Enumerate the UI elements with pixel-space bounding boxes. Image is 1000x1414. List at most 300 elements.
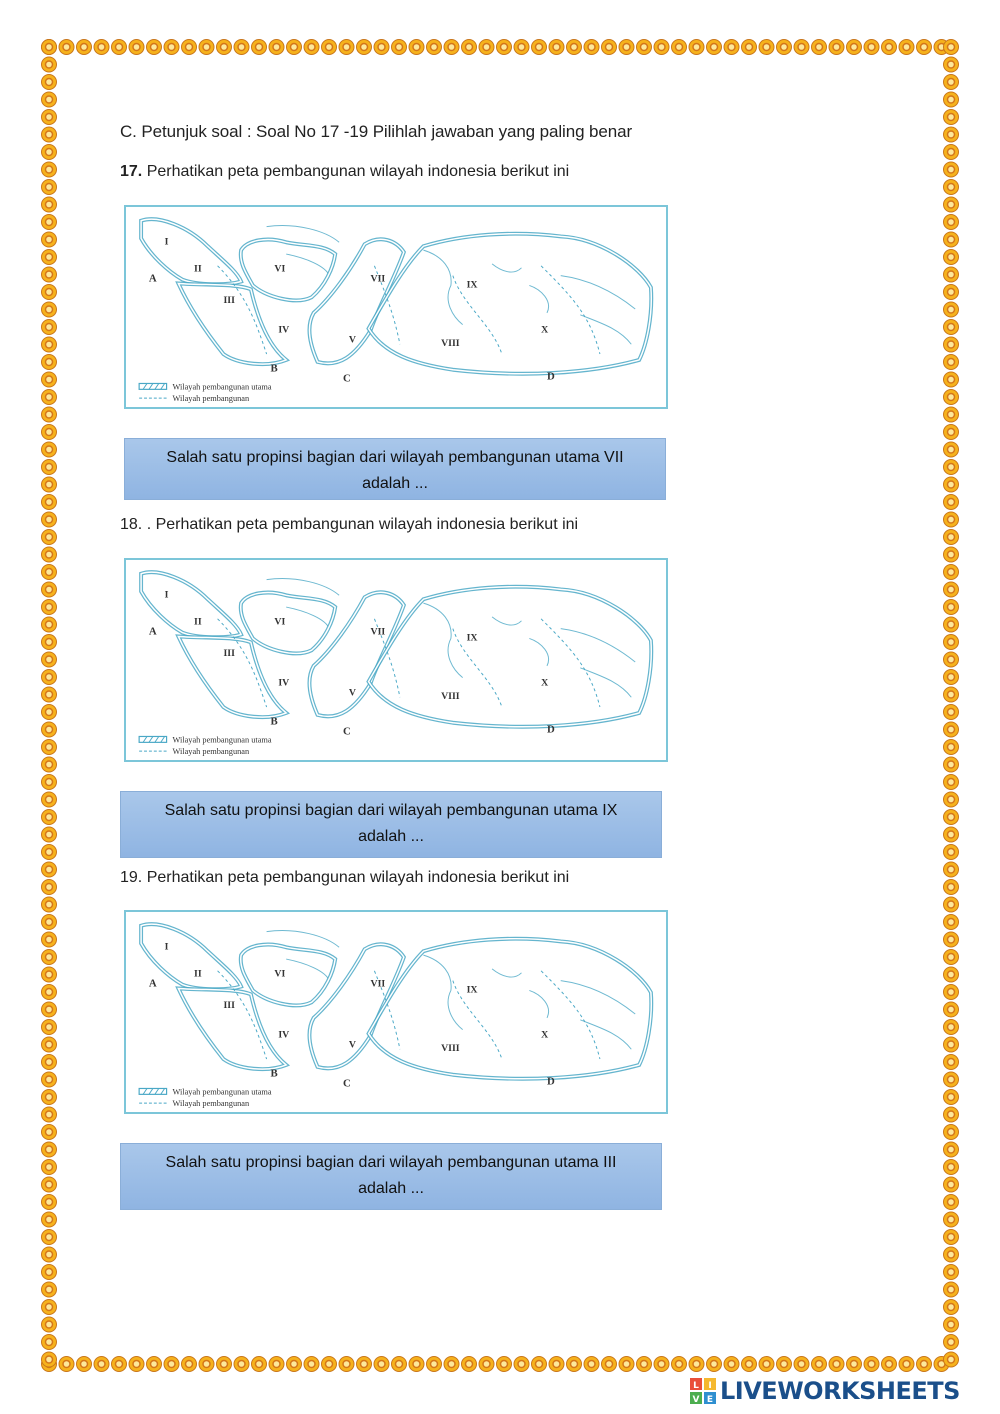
flower-icon (944, 565, 959, 580)
flower-icon (42, 460, 57, 475)
flower-icon (567, 1357, 582, 1372)
liveworksheets-logo (690, 1376, 960, 1406)
flower-icon (42, 810, 57, 825)
flower-icon (42, 407, 57, 422)
flower-icon (42, 285, 57, 300)
flower-icon (42, 127, 57, 142)
flower-icon (847, 40, 862, 55)
flower-icon (164, 1357, 179, 1372)
flower-border-bottom (40, 1355, 960, 1373)
flower-icon (42, 845, 57, 860)
map-image-18 (124, 558, 668, 762)
region-outline (369, 234, 652, 374)
flower-icon (794, 40, 809, 55)
flower-border-left (40, 38, 58, 1373)
legend-main-label: Wilayah pembangunan utama (172, 735, 272, 745)
flower-icon (944, 547, 959, 562)
flower-icon (689, 1357, 704, 1372)
prompt-line-1: Salah satu propinsi bagian dari wilayah pembangunan utama IX (164, 802, 618, 819)
flower-icon (829, 40, 844, 55)
flower-icon (944, 1072, 959, 1087)
flower-icon (462, 40, 477, 55)
zone-label: C (343, 1077, 351, 1090)
flower-border-right (942, 38, 960, 1373)
flower-icon (944, 915, 959, 930)
question-18 (120, 516, 578, 534)
flower-icon (392, 1357, 407, 1372)
flower-icon (199, 40, 214, 55)
flower-icon (42, 950, 57, 965)
flower-icon (42, 92, 57, 107)
svg-text:V: V (692, 1395, 700, 1404)
flower-icon (944, 1125, 959, 1140)
region-label: I (164, 941, 169, 953)
svg-text:I: I (708, 1381, 712, 1391)
flower-icon (944, 285, 959, 300)
flower-icon (917, 1357, 932, 1372)
flower-icon (944, 862, 959, 877)
flower-icon (829, 1357, 844, 1372)
svg-text:L: L (693, 1381, 699, 1391)
region-label: V (348, 1039, 357, 1051)
flower-icon (944, 967, 959, 982)
flower-icon (944, 827, 959, 842)
flower-icon (944, 495, 959, 510)
flower-icon (42, 1125, 57, 1140)
flower-icon (944, 267, 959, 282)
region-outline (369, 587, 652, 727)
flower-icon (944, 477, 959, 492)
flower-icon (462, 1357, 477, 1372)
region-label: X (541, 1029, 549, 1041)
flower-icon (287, 40, 302, 55)
flower-icon (234, 40, 249, 55)
flower-icon (759, 1357, 774, 1372)
flower-icon (42, 757, 57, 772)
flower-icon (944, 512, 959, 527)
flower-icon (112, 40, 127, 55)
flower-icon (944, 355, 959, 370)
flower-icon (637, 1357, 652, 1372)
flower-icon (444, 1357, 459, 1372)
map-image-19 (124, 910, 668, 1114)
flower-icon (42, 1300, 57, 1315)
flower-icon (42, 582, 57, 597)
flower-icon (944, 1177, 959, 1192)
region-label: IV (278, 1029, 290, 1041)
prompt-line-2: adalah ... (362, 475, 428, 492)
flower-icon (812, 40, 827, 55)
coastline-shape (492, 969, 548, 1018)
flower-icon (944, 1352, 959, 1367)
flower-icon (42, 740, 57, 755)
region-label: X (541, 324, 549, 336)
coastline-shape (492, 617, 548, 666)
flower-icon (77, 1357, 92, 1372)
flower-icon (944, 215, 959, 230)
region-label: IV (278, 677, 290, 689)
flower-icon (619, 40, 634, 55)
region-label: II (194, 616, 202, 628)
region-outline (241, 593, 335, 654)
region-label: X (541, 677, 549, 689)
flower-icon (42, 1317, 57, 1332)
flower-icon (812, 1357, 827, 1372)
flower-icon (944, 1142, 959, 1157)
flower-icon (42, 862, 57, 877)
legend-sub-label: Wilayah pembangunan (172, 394, 250, 404)
flower-icon (322, 1357, 337, 1372)
flower-icon (479, 1357, 494, 1372)
instruction-text: C. Petunjuk soal : Soal No 17 -19 Pilihlah jawaban yang paling benar (120, 122, 633, 141)
flower-icon (742, 1357, 757, 1372)
flower-icon (42, 1177, 57, 1192)
zone-label: D (546, 723, 555, 736)
region-label: IX (466, 984, 478, 996)
flower-icon (42, 1265, 57, 1280)
flower-icon (42, 722, 57, 737)
coastline-shape (561, 629, 636, 698)
flower-icon (944, 635, 959, 650)
legend-sub-label: Wilayah pembangunan (172, 1099, 250, 1109)
question-text: Perhatikan peta pembangunan wilayah indonesia berikut ini (146, 163, 570, 180)
region-label: VI (274, 616, 286, 628)
flower-icon (944, 687, 959, 702)
flower-icon (944, 530, 959, 545)
region-label: VII (370, 978, 386, 990)
flower-icon (42, 1142, 57, 1157)
flower-icon (944, 897, 959, 912)
flower-icon (944, 372, 959, 387)
flower-icon (944, 407, 959, 422)
flower-icon (42, 57, 57, 72)
flower-icon (42, 162, 57, 177)
flower-icon (42, 40, 57, 55)
flower-icon (234, 1357, 249, 1372)
flower-icon (944, 932, 959, 947)
flower-icon (252, 40, 267, 55)
flower-icon (882, 1357, 897, 1372)
flower-icon (42, 197, 57, 212)
flower-icon (217, 1357, 232, 1372)
zone-label: A (148, 272, 157, 285)
flower-icon (944, 110, 959, 125)
question-number: 19. (120, 869, 143, 886)
flower-icon (182, 40, 197, 55)
coastline-shape (423, 250, 462, 325)
flower-icon (374, 1357, 389, 1372)
flower-icon (944, 232, 959, 247)
flower-icon (944, 845, 959, 860)
region-label: IV (278, 324, 290, 336)
flower-icon (42, 1230, 57, 1245)
flower-icon (42, 1352, 57, 1367)
flower-icon (707, 40, 722, 55)
question-number: 18. . (120, 516, 152, 533)
flower-icon (94, 1357, 109, 1372)
flower-icon (42, 932, 57, 947)
flower-icon (269, 40, 284, 55)
zone-label: A (148, 977, 157, 990)
flower-icon (287, 1357, 302, 1372)
flower-icon (42, 1212, 57, 1227)
coastline-shape (423, 603, 462, 678)
flower-icon (944, 1107, 959, 1122)
flower-icon (42, 215, 57, 230)
region-outline (369, 939, 652, 1079)
coastline-shape (492, 264, 548, 313)
flower-icon (944, 670, 959, 685)
region-label: V (348, 687, 357, 699)
flower-icon (42, 1247, 57, 1262)
flower-icon (654, 1357, 669, 1372)
flower-icon (944, 705, 959, 720)
flower-icon (637, 40, 652, 55)
flower-icon (479, 40, 494, 55)
flower-icon (42, 792, 57, 807)
flower-icon (42, 1195, 57, 1210)
flower-icon (112, 1357, 127, 1372)
region-label: VII (370, 273, 386, 285)
flower-icon (944, 250, 959, 265)
flower-border-top (40, 38, 960, 56)
zone-label: B (270, 715, 278, 728)
flower-icon (42, 372, 57, 387)
flower-icon (602, 40, 617, 55)
flower-icon (339, 1357, 354, 1372)
flower-icon (94, 40, 109, 55)
flower-icon (42, 670, 57, 685)
flower-icon (944, 1282, 959, 1297)
region-label: VIII (441, 1043, 460, 1055)
region-outline (241, 240, 335, 301)
flower-icon (42, 320, 57, 335)
flower-icon (42, 1090, 57, 1105)
map-image-17 (124, 205, 668, 409)
flower-icon (42, 145, 57, 160)
question-number: 17. (120, 163, 143, 180)
flower-icon (42, 775, 57, 790)
flower-icon (42, 1020, 57, 1035)
flower-icon (42, 355, 57, 370)
flower-icon (944, 127, 959, 142)
flower-icon (409, 40, 424, 55)
flower-icon (944, 1160, 959, 1175)
flower-icon (944, 302, 959, 317)
flower-icon (944, 1335, 959, 1350)
dashed-boundary (218, 263, 600, 354)
region-label: IX (466, 632, 478, 644)
flower-icon (944, 985, 959, 1000)
flower-icon (899, 1357, 914, 1372)
flower-icon (777, 1357, 792, 1372)
flower-icon (497, 1357, 512, 1372)
flower-icon (944, 1212, 959, 1227)
flower-icon (944, 180, 959, 195)
flower-icon (427, 40, 442, 55)
flower-icon (917, 40, 932, 55)
zone-label: B (270, 362, 278, 375)
flower-icon (944, 337, 959, 352)
flower-icon (42, 547, 57, 562)
region-label: I (164, 589, 169, 601)
prompt-line-1: Salah satu propinsi bagian dari wilayah pembangunan utama III (165, 1154, 617, 1171)
flower-icon (864, 40, 879, 55)
zone-label: D (546, 370, 555, 383)
legend-main-label: Wilayah pembangunan utama (172, 382, 272, 392)
flower-icon (619, 1357, 634, 1372)
flower-icon (217, 40, 232, 55)
flower-icon (42, 1037, 57, 1052)
flower-icon (944, 1317, 959, 1332)
flower-icon (944, 75, 959, 90)
region-label: VIII (441, 338, 460, 350)
flower-icon (42, 302, 57, 317)
question-text: Perhatikan peta pembangunan wilayah indonesia berikut ini (146, 869, 570, 886)
flower-icon (42, 652, 57, 667)
flower-icon (497, 40, 512, 55)
flower-icon (944, 1300, 959, 1315)
flower-icon (944, 652, 959, 667)
flower-icon (532, 40, 547, 55)
flower-icon (59, 40, 74, 55)
flower-icon (724, 1357, 739, 1372)
flower-icon (944, 40, 959, 55)
flower-icon (427, 1357, 442, 1372)
flower-icon (549, 40, 564, 55)
flower-icon (944, 617, 959, 632)
region-label: III (223, 1000, 235, 1012)
zone-label: C (343, 725, 351, 738)
flower-icon (42, 425, 57, 440)
coastline-shape (423, 955, 462, 1030)
dashed-boundary (218, 616, 600, 707)
flower-icon (147, 1357, 162, 1372)
flower-icon (199, 1357, 214, 1372)
prompt-line-2: adalah ... (358, 1180, 424, 1197)
logo-text: LIVEWORKSHEETS (720, 1377, 960, 1405)
flower-icon (357, 40, 372, 55)
flower-icon (944, 320, 959, 335)
flower-icon (42, 1107, 57, 1122)
flower-icon (742, 40, 757, 55)
zone-label: B (270, 1067, 278, 1080)
zone-label: D (546, 1075, 555, 1088)
flower-icon (129, 1357, 144, 1372)
flower-icon (164, 40, 179, 55)
flower-icon (944, 792, 959, 807)
flower-icon (944, 740, 959, 755)
flower-icon (689, 40, 704, 55)
flower-icon (357, 1357, 372, 1372)
logo-mark-icon (690, 1378, 716, 1404)
flower-icon (42, 110, 57, 125)
flower-icon (944, 880, 959, 895)
flower-icon (584, 40, 599, 55)
flower-icon (42, 617, 57, 632)
flower-icon (42, 600, 57, 615)
flower-icon (944, 775, 959, 790)
region-outline (241, 945, 335, 1006)
flower-icon (514, 40, 529, 55)
flower-icon (42, 687, 57, 702)
flower-icon (944, 197, 959, 212)
flower-icon (42, 985, 57, 1000)
flower-icon (944, 1195, 959, 1210)
flower-icon (944, 460, 959, 475)
flower-icon (672, 40, 687, 55)
flower-icon (42, 635, 57, 650)
flower-icon (532, 1357, 547, 1372)
flower-icon (864, 1357, 879, 1372)
flower-icon (42, 1055, 57, 1070)
flower-icon (724, 40, 739, 55)
flower-icon (42, 1282, 57, 1297)
flower-icon (59, 1357, 74, 1372)
question-text: Perhatikan peta pembangunan wilayah indonesia berikut ini (155, 516, 579, 533)
region-label: II (194, 263, 202, 275)
flower-icon (944, 722, 959, 737)
prompt-box-19[interactable] (120, 1143, 662, 1210)
flower-icon (42, 250, 57, 265)
legend-sub-label: Wilayah pembangunan (172, 747, 250, 757)
region-label: III (223, 295, 235, 307)
coastline-shape (561, 981, 636, 1050)
flower-icon (42, 1160, 57, 1175)
region-label: VII (370, 626, 386, 638)
region-label: V (348, 334, 357, 346)
flower-icon (42, 565, 57, 580)
flower-icon (944, 600, 959, 615)
flower-icon (42, 337, 57, 352)
flower-icon (514, 1357, 529, 1372)
flower-icon (567, 40, 582, 55)
region-label: II (194, 968, 202, 980)
dashed-boundary (218, 968, 600, 1059)
flower-icon (944, 950, 959, 965)
prompt-box-18[interactable] (120, 791, 662, 858)
zone-label: C (343, 372, 351, 385)
prompt-line-1: Salah satu propinsi bagian dari wilayah pembangunan utama VII (166, 449, 624, 466)
flower-icon (794, 1357, 809, 1372)
flower-icon (944, 145, 959, 160)
flower-icon (777, 40, 792, 55)
question-19 (120, 869, 569, 887)
question-17 (120, 163, 569, 181)
flower-icon (42, 495, 57, 510)
flower-icon (944, 810, 959, 825)
flower-icon (42, 267, 57, 282)
region-label: III (223, 648, 235, 660)
flower-icon (944, 1020, 959, 1035)
flower-icon (392, 40, 407, 55)
flower-icon (42, 75, 57, 90)
flower-icon (252, 1357, 267, 1372)
flower-icon (707, 1357, 722, 1372)
flower-icon (42, 1072, 57, 1087)
region-label: VI (274, 968, 286, 980)
region-label: I (164, 236, 169, 248)
flower-icon (147, 40, 162, 55)
flower-icon (944, 1230, 959, 1245)
flower-icon (42, 232, 57, 247)
flower-icon (944, 390, 959, 405)
prompt-box-17[interactable] (124, 438, 666, 500)
flower-icon (129, 40, 144, 55)
coastline-shape (561, 276, 636, 345)
flower-icon (42, 967, 57, 982)
flower-icon (944, 57, 959, 72)
